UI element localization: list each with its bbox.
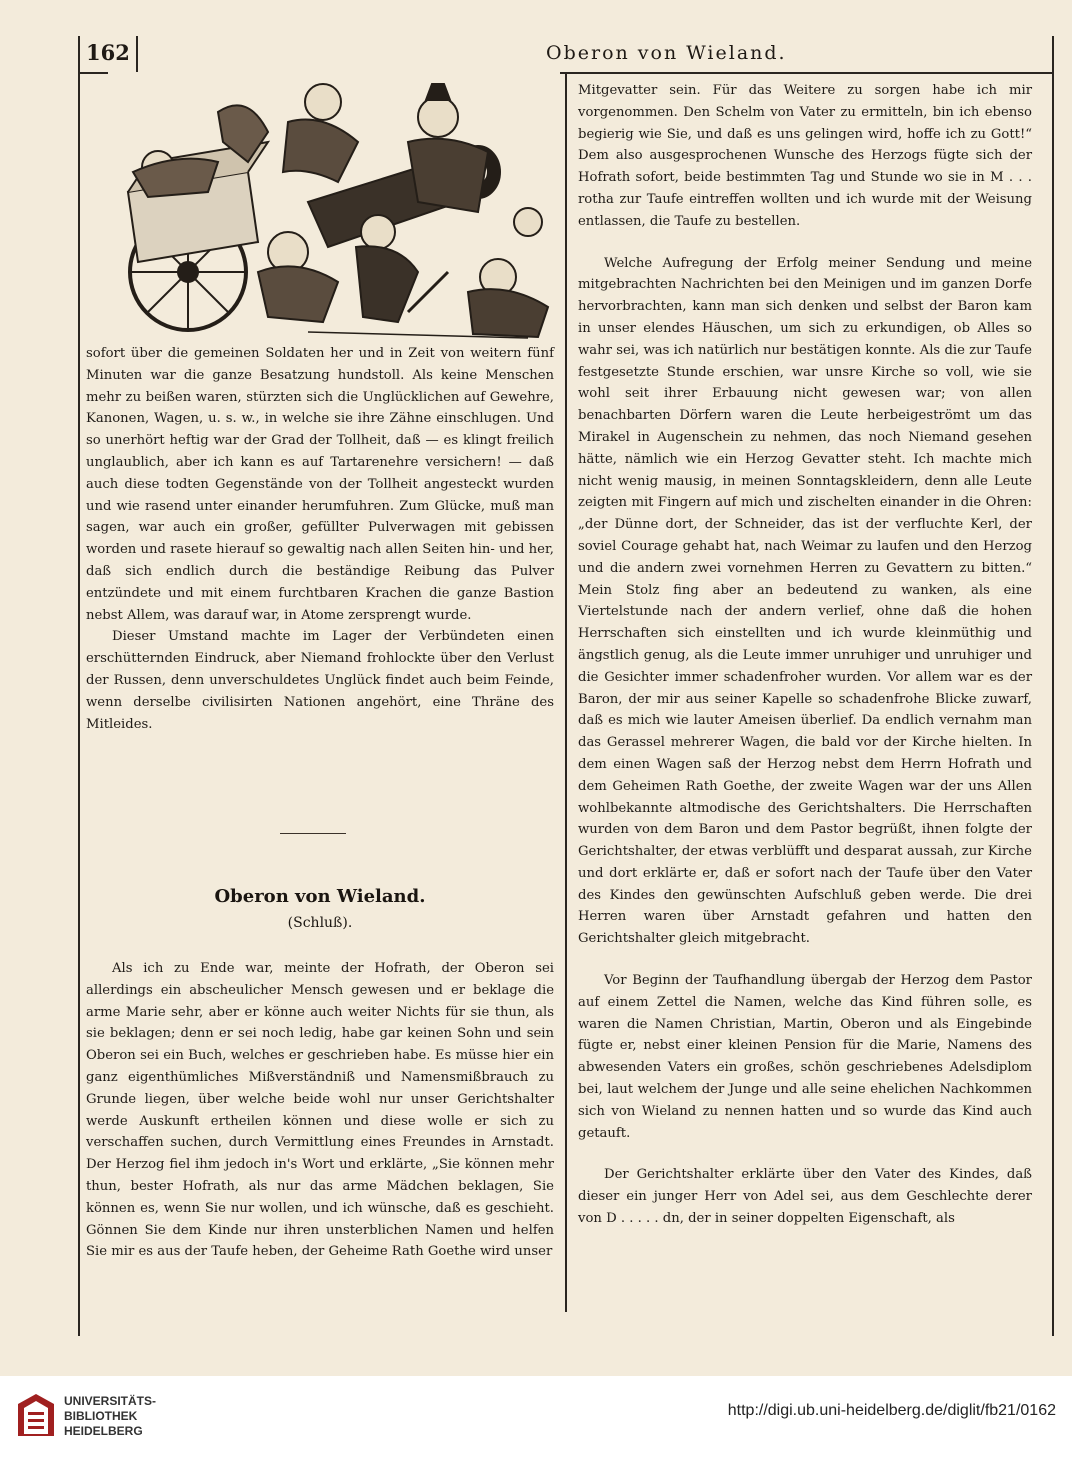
paragraph: sofort über die gemeinen Soldaten her und in Zeit von weitern fünf Minuten war die ganze Besatzung hundstoll. Als keine Menschen mehr zu beißen waren, stürzten sich die Unglücklichen auf Gewehre, Kanonen, Wagen, u. s. w., in welche sie ihre Zähne einschlugen. Und so unerhört heftig war der Grad der Tollheit, daß — es klingt freilich unglaublich, aber ich kann es auf Tartarenehre versichern! — daß auch diese todten Gegenstände von der Tollheit angesteckt wurden und wie rasend unter einander herumfuhren. Zum Glücke, muß man sagen, war auch ein großer, gefüllter Pulverwagen mit gebissen worden und rasete hierauf so gewaltig nach allen Seiten hin- und her, daß sich endlich durch die beständige Reibung das Pulver entzündete und mit einem furchtbaren Krachen die ganze Bastion nebst Allem, was darauf war, in Atome zersprengt wurde. (86, 346, 554, 623)
section-divider (280, 833, 346, 834)
paragraph: Mitgevatter sein. Für das Weitere zu sorgen habe ich mir vorgenommen. Den Schelm von Vater zu ermitteln, bin ich ebenso begierig wie Sie, und daß es uns gelingen wird, hoffe ich zu Gott!“ Dem also ausgesprochenen Wunsche des Herzogs fügte sich der Hofrath sofort, beide bestimmten Tag und Stunde wo sie in M . . . rotha zur Taufe eintreffen wollten und ich wurde mit der Weisung entlassen, die Taufe zu bestellen. (578, 83, 1032, 229)
paragraph: Welche Aufregung der Erfolg meiner Sendung und meine mitgebrachten Nachrichten bei den Meinigen und im ganzen Dorfe hervorbrachten, kann man sich denken und selbst der Baron kam in unser elendes Häuschen, um sich zu erkundigen, ob Alles so wahr sei, was ich natürlich nur bestätigen konnte. Als die zur Taufe festgesetzte Stunde erschien, war unsre Kirche so voll, wie sie wohl seit ihrer Erbauung nicht gewesen war; von allen benachbarten Dörfern waren die Leute herbeigeströmt um das Mirakel in Augenschein zu nehmen, das noch Niemand gesehen hätte, nämlich wie ein Herzog Gevatter steht. Ich machte mich nicht wenig mausig, in meinen Sonntagskleidern, denn alle Leute zeigten mit Fingern auf mich und zischelten einander in die Ohren: „der Dünne dort, der Schneider, das ist der verfluchte Kerl, der soviel Courage gehabt hat, nach Weimar zu laufen und den Herzog und die andern zwei vornehmen Herren zu Gevattern zu bitten.“ Mein Stolz fing aber an bedeutend zu wanken, als eine Viertelstunde nach der andern verlief, ohne daß die hohen Herrschaften sich einstellten und ich wurde kleinmüthig und ängstlich genug, als die Leute immer unruhiger und unruhiger und die Gesichter immer schadenfroher wurden. Vor allem war es der Baron, der mir aus seiner Kapelle so schadenfrohe Blicke zuwarf, daß es mich wie lauter Ameisen überlief. Da endlich vernahm man das Gerassel mehrerer Wagen, die bald vor der Kirche hielten. In dem einen Wagen saß der Herzog nebst dem Herrn Hofrath und dem Geheimen Rath Goethe, der zweite Wagen war der uns Allen wohlbekannte altmodische des Gerichtshalters. Die Herrschaften wurden von dem Baron und dem Pastor begrüßt, ihnen folgte der Gerichtshalter, der etwas verblüfft und desparat aussah, zur Kirche und dort erklärte er, daß er sofort nach der Taufe über den Vater des Kindes den gewünschten Aufschluß geben werde. Die drei Herren waren über Arnstadt gefahren und hatten den Gerichtshalter gleich mitgebracht. (578, 255, 1032, 947)
library-name (64, 1394, 156, 1439)
page-header (76, 36, 1054, 76)
paragraph: Vor Beginn der Taufhandlung übergab der Herzog dem Pastor auf einem Zettel die Namen, welche das Kind führen solle, es waren die Namen Christian, Martin, Oberon und als Eingebinde fügte er, nebst einer kleinen Pension für die Marie, Namens des abwesenden Vaters ein großes, schön geschriebenes Adelsdiplom bei, laut welchem der Junge und alle seine ehelichen Nachkommen sich von Wieland zu nennen hatten und so wurde das Kind auch getauft. (578, 973, 1032, 1141)
column-divider (565, 72, 567, 1312)
library-name-line3: HEIDELBERG (64, 1424, 143, 1438)
caricature-illustration-icon (108, 72, 560, 344)
article-subtitle: (Schluß). (287, 915, 353, 931)
article-heading: Oberon von Wieland. (214, 886, 426, 907)
paragraph: Der Gerichtshalter erklärte über den Vater des Kindes, daß dieser ein junger Herr von Adel sei, aus dem Geschlechte derer von D . . . . . dn, der in seiner doppelten Eigenschaft, als (578, 1167, 1032, 1227)
right-column-text (578, 80, 1032, 1230)
university-library-logo-icon (14, 1390, 58, 1440)
library-name-line2: BIBLIOTHEK (64, 1409, 138, 1423)
left-column-text (86, 343, 554, 735)
paragraph: Als ich zu Ende war, meinte der Hofrath, der Oberon sei allerdings ein abscheulicher Mensch gewesen und er beklage die arme Marie sehr, aber er könne auch weiter Nichts für sie thun, als sie beklagen; denn er sei noch ledig, habe gar keinen Sohn und sein Oberon sei ein Buch, welches er geschrieben habe. Es müsse hier ein ganz eigenthümliches Mißverständniß und Namensmißbrauch zu Grunde liegen, über welche beide wohl nur unser Gerichtshalter werde Auskunft ertheilen können und diese wolle er sich zu verschaffen suchen, durch Vermittlung eines Freundes in Arnstadt. Der Herzog fiel ihm jedoch in's Wort und erklärte, „Sie können mehr thun, bester Hofrath, als nur das arme Mädchen beklagen, Sie können es, wenn Sie nur wollen, und ich wünsche, daß es geschieht. Gönnen Sie dem Kinde nur ihren unsterblichen Namen und helfen Sie mir es aus der Taufe heben, der Geheime Rath Goethe wird unser (86, 961, 554, 1260)
viewer-footer (0, 1376, 1072, 1458)
frame-left-rule (78, 36, 80, 1336)
frame-right-rule (1052, 36, 1054, 1336)
library-name-line1: UNIVERSITÄTS- (64, 1394, 157, 1408)
article-text (86, 958, 554, 1263)
permalink-url[interactable]: http://digi.ub.uni-heidelberg.de/diglit/fb21/0162 (727, 1402, 1056, 1419)
page-number: 162 (86, 40, 130, 65)
running-title: Oberon von Wieland. (546, 42, 787, 64)
paragraph: Dieser Umstand machte im Lager der Verbündeten einen erschütternden Eindruck, aber Niemand frohlockte über den Verlust der Russen, denn unverschuldetes Unglück findet auch beim Feinde, wenn derselbe civilisirten Nationen angehört, eine Thräne des Mitleides. (86, 629, 554, 732)
